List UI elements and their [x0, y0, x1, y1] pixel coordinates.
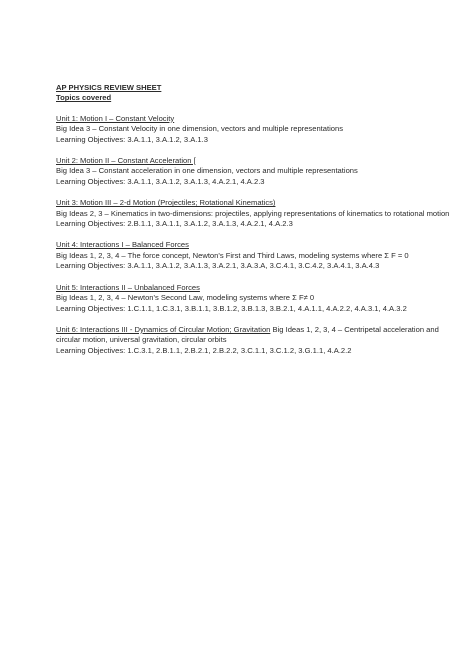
unit-big-idea: Big Idea 3 – Constant acceleration in one dimension, vectors and multiple representations	[56, 166, 358, 176]
unit-2	[56, 156, 456, 187]
unit-big-idea: Big Ideas 1, 2, 3, 4 – Newton's Second Law, modeling systems where Σ F≠ 0	[56, 293, 315, 303]
unit-heading: Unit 2: Motion II – Constant Acceleration [	[56, 156, 196, 166]
unit-big-idea: Big Idea 3 – Constant Velocity in one dimension, vectors and multiple representations	[56, 124, 344, 134]
document-title: AP PHYSICS REVIEW SHEET	[56, 83, 162, 92]
unit-6	[56, 325, 456, 356]
unit-heading: Unit 5: Interactions II – Unbalanced Forces	[56, 282, 200, 292]
unit-heading: Unit 6: Interactions III - Dynamics of Circular Motion; Gravitation	[56, 324, 271, 334]
unit-big-idea: Big Ideas 1, 2, 3, 4 – Centripetal acceleration and circular motion, universal gravitation, circular orbits	[56, 324, 439, 345]
unit-objectives: Learning Objectives: 3.A.1.1, 3.A.1.2, 3.A.1.3, 3.A.2.1, 3.A.3.A, 3.C.4.1, 3.C.4.2, 3.A.4.1, 3.A.4.3	[56, 261, 380, 271]
unit-heading: Unit 1: Motion I – Constant Velocity	[56, 113, 175, 123]
unit-objectives: Learning Objectives: 3.A.1.1, 3.A.1.2, 3.A.1.3, 4.A.2.1, 4.A.2.3	[56, 176, 265, 186]
unit-objectives: Learning Objectives: 2.B.1.1, 3.A.1.1, 3.A.1.2, 3.A.1.3, 4.A.2.1, 4.A.2.3	[56, 219, 293, 229]
unit-objectives: Learning Objectives: 1.C.1.1, 1.C.3.1, 3.B.1.1, 3.B.1.2, 3.B.1.3, 3.B.2.1, 4.A.1.1, 4.A.2.2, 4.A.3.1, 4.A.3.2	[56, 303, 407, 313]
unit-heading: Unit 3: Motion III – 2-d Motion (Projectiles; Rotational Kinematics)	[56, 198, 276, 208]
unit-4	[56, 240, 456, 271]
unit-big-idea: Big Ideas 1, 2, 3, 4 – The force concept, Newton's First and Third Laws, modeling systems where Σ F = 0	[56, 250, 409, 260]
document-subtitle: Topics covered	[56, 93, 112, 103]
unit-1	[56, 114, 456, 145]
unit-objectives: Learning Objectives: 3.A.1.1, 3.A.1.2, 3.A.1.3	[56, 134, 208, 144]
unit-5	[56, 283, 456, 314]
document-page	[56, 83, 456, 367]
unit-objectives: Learning Objectives: 1.C.3.1, 2.B.1.1, 2.B.2.1, 2.B.2.2, 3.C.1.1, 3.C.1.2, 3.G.1.1, 4.A.2.2	[56, 345, 352, 355]
unit-3	[56, 198, 456, 229]
unit-heading: Unit 4: Interactions I – Balanced Forces	[56, 240, 189, 250]
unit-big-idea: Big Ideas 2, 3 – Kinematics in two-dimensions: projectiles, applying representations of kinematics to rotational motion	[56, 208, 450, 218]
